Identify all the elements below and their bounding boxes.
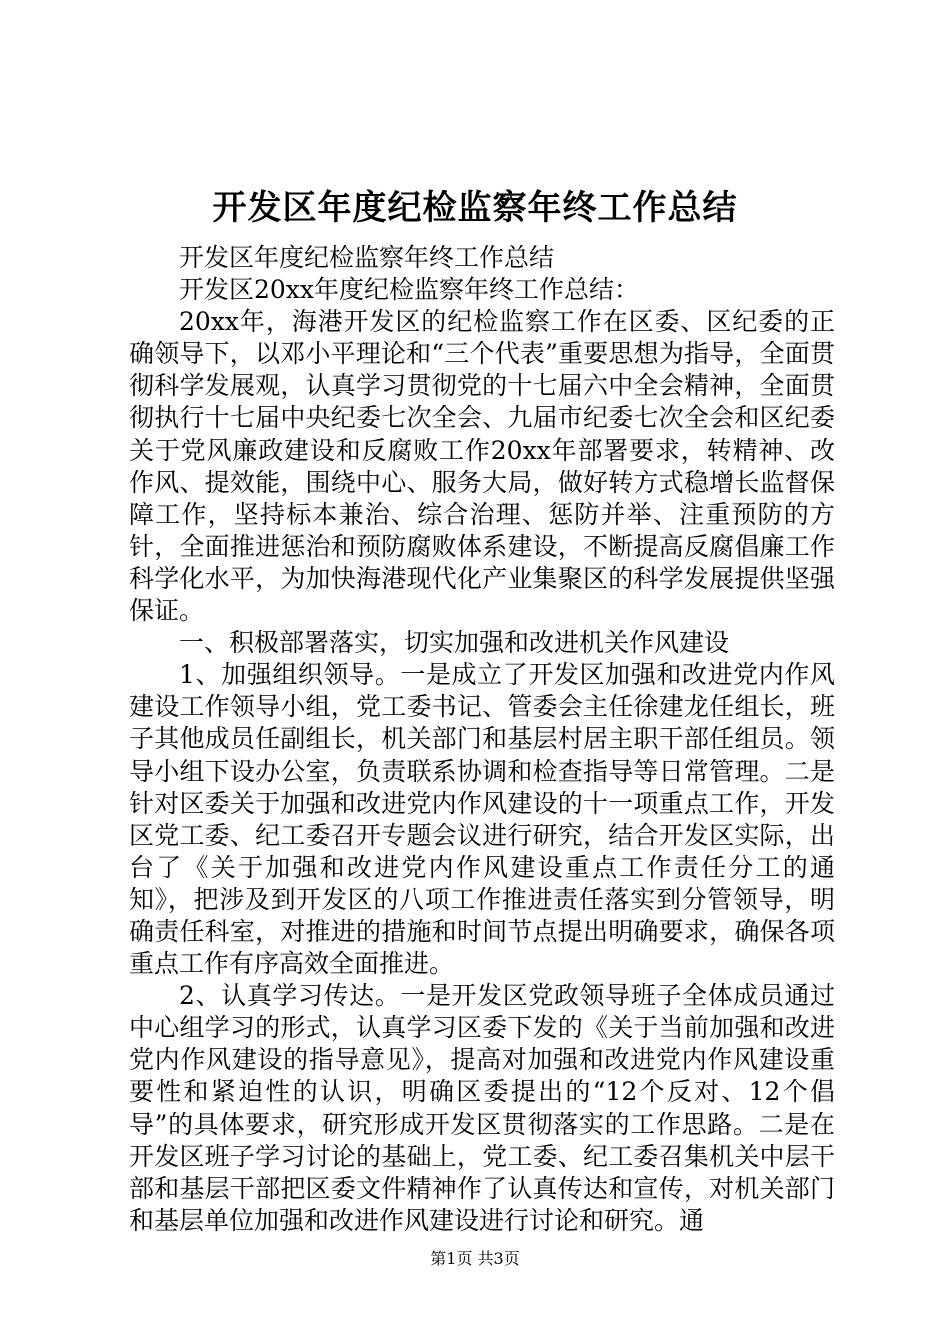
paragraph-subtitle: 开发区年度纪检监察年终工作总结 (179, 243, 555, 272)
document-body (129, 242, 835, 1237)
paragraph-heading: 开发区20xx年度纪检监察年终工作总结： (179, 275, 640, 305)
paragraph-organization: 1、加强组织领导。一是成立了开发区加强和改进党内作风建设工作领导小组，党工委书记、管委会主任徐建龙任组长，班子其他成员任副组长，机关部门和基层村居主职干部任组员。领导小组下设办公室，负责联系协调和检查指导等日常管理。二是针对区委关于加强和改进党内作风建设的十一项重点工作，开发区党工委、纪工委召开专题会议进行研究，结合开发区实际，出台了《关于加强和改进党内作风建设重点工作责任分工的通知》，把涉及到开发区的八项工作推进责任落实到分管领导，明确责任科室，对推进的措施和时间节点提出明确要求，确保各项重点工作有序高效全面推进。 (129, 660, 835, 979)
section-heading-1: 一、积极部署落实，切实加强和改进机关作风建设 (179, 628, 730, 658)
document-title: 开发区年度纪检监察年终工作总结 (212, 188, 738, 228)
paragraph-study: 2、认真学习传达。一是开发区党政领导班子全体成员通过中心组学习的形式，认真学习区委下发的《关于当前加强和改进党内作风建设的指导意见》，提高对加强和改进党内作风建设重要性和紧迫性的认识，明确区委提出的“12个反对、12个倡导”的具体要求，研究形成开发区贯彻落实的工作思路。二是在开发区班子学习讨论的基础上，党工委、纪工委召集机关中层干部和基层干部把区委文件精神作了认真传达和宣传，对机关部门和基层单位加强和改进作风建设进行讨论和研究。通 (129, 981, 835, 1235)
paragraph-intro: 20xx年，海港开发区的纪检监察工作在区委、区纪委的正确领导下，以邓小平理论和“三个代表”重要思想为指导，全面贯彻科学发展观，认真学习贯彻党的十七届六中全会精神，全面贯彻执行十七届中央纪委七次全会、九届市纪委七次全会和区纪委关于党风廉政建设和反腐败工作20xx年部署要求，转精神、改作风、提效能，围绕中心、服务大局，做好转方式稳增长监督保障工作，坚持标本兼治、综合治理、惩防并举、注重预防的方针，全面推进惩治和预防腐败体系建设，不断提高反腐倡廉工作科学化水平，为加快海港现代化产业集聚区的科学发展提供坚强保证。 (129, 307, 835, 626)
page-footer: 第1页 共3页 (430, 1249, 520, 1268)
